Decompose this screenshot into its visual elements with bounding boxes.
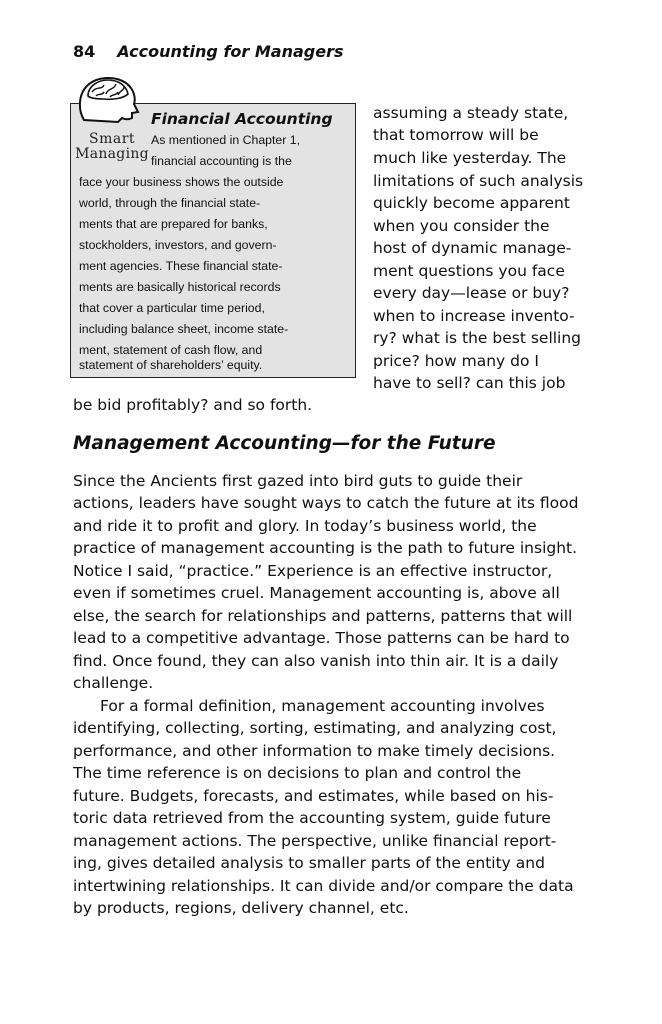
page-number: 84 <box>73 42 96 61</box>
right-column-line: host of dynamic manage- <box>373 239 572 257</box>
right-column-line: that tomorrow will be <box>373 126 539 144</box>
sidebar-line: ment, statement of cash flow, and <box>79 343 263 357</box>
sidebar-line: ment agencies. These financial state- <box>79 259 283 273</box>
brain-head-icon <box>74 74 140 124</box>
paragraph-line: challenge. <box>73 674 154 692</box>
paragraph-line: by products, regions, delivery channel, etc. <box>73 899 409 917</box>
section-heading: Management Accounting—for the Future <box>73 433 496 454</box>
sidebar-line: world, through the financial state- <box>79 196 261 210</box>
right-column-line: quickly become apparent <box>373 194 570 212</box>
paragraph-line: else, the search for relationships and patterns, patterns that will <box>73 607 573 625</box>
paragraph-line: even if sometimes cruel. Management accounting is, above all <box>73 584 560 602</box>
paragraph-line: Since the Ancients first gazed into bird guts to guide their <box>73 472 523 490</box>
managing-label: Managing <box>75 146 149 162</box>
right-column-line: every day—lease or buy? <box>373 284 570 302</box>
sidebar-line: face your business shows the outside <box>79 175 284 189</box>
sidebar-line: ments that are prepared for banks, <box>79 217 268 231</box>
right-column-line: much like yesterday. The <box>373 149 567 167</box>
right-column-line: limitations of such analysis <box>373 172 584 190</box>
paragraph-line: find. Once found, they can also vanish into thin air. It is a daily <box>73 652 559 670</box>
paragraph-line: For a formal definition, management accounting involves <box>100 697 545 715</box>
paragraph-line: actions, leaders have sought ways to catch the future at its flood <box>73 494 579 512</box>
right-column-line: have to sell? can this job <box>373 374 566 392</box>
paragraph-line: Notice I said, “practice.” Experience is an effective instructor, <box>73 562 553 580</box>
running-head <box>73 42 343 61</box>
sidebar-line: As mentioned in Chapter 1, <box>151 133 301 147</box>
right-column-line: when to increase invento- <box>373 307 575 325</box>
right-column-line: price? how many do I <box>373 352 539 370</box>
sidebar-title: Financial Accounting <box>151 110 333 128</box>
paragraph-line: ing, gives detailed analysis to smaller parts of the entity and <box>73 854 545 872</box>
sidebar-line: including balance sheet, income state- <box>79 322 289 336</box>
paragraph-line: and ride it to profit and glory. In today’s business world, the <box>73 517 537 535</box>
paragraph-line: lead to a competitive advantage. Those patterns can be hard to <box>73 629 570 647</box>
paragraph-line: intertwining relationships. It can divide and/or compare the data <box>73 877 574 895</box>
sidebar-line: that cover a particular time period, <box>79 301 265 315</box>
continuation-line: be bid profitably? and so forth. <box>73 396 313 414</box>
right-column-line: ry? what is the best selling <box>373 329 582 347</box>
sidebar-line: ments are basically historical records <box>79 280 281 294</box>
right-column-line: assuming a steady state, <box>373 104 569 122</box>
smart-label: Smart <box>88 131 136 147</box>
right-column-line: ment questions you face <box>373 262 565 280</box>
sidebar-line: statement of shareholders’ equity. <box>79 358 263 372</box>
paragraph-line: The time reference is on decisions to plan and control the <box>73 764 522 782</box>
paragraph-line: toric data retrieved from the accounting system, guide future <box>73 809 551 827</box>
smart-managing-label <box>74 132 150 162</box>
paragraph-line: practice of management accounting is the path to future insight. <box>73 539 578 557</box>
sidebar-line: stockholders, investors, and govern- <box>79 238 277 252</box>
paragraph-line: identifying, collecting, sorting, estimating, and analyzing cost, <box>73 719 557 737</box>
right-column-line: when you consider the <box>373 217 550 235</box>
paragraph-line: management actions. The perspective, unlike financial report- <box>73 832 557 850</box>
paragraph-line: future. Budgets, forecasts, and estimates, while based on his- <box>73 787 554 805</box>
paragraph-line: performance, and other information to make timely decisions. <box>73 742 556 760</box>
sidebar-line: financial accounting is the <box>151 154 292 168</box>
book-title: Accounting for Managers <box>117 42 344 61</box>
